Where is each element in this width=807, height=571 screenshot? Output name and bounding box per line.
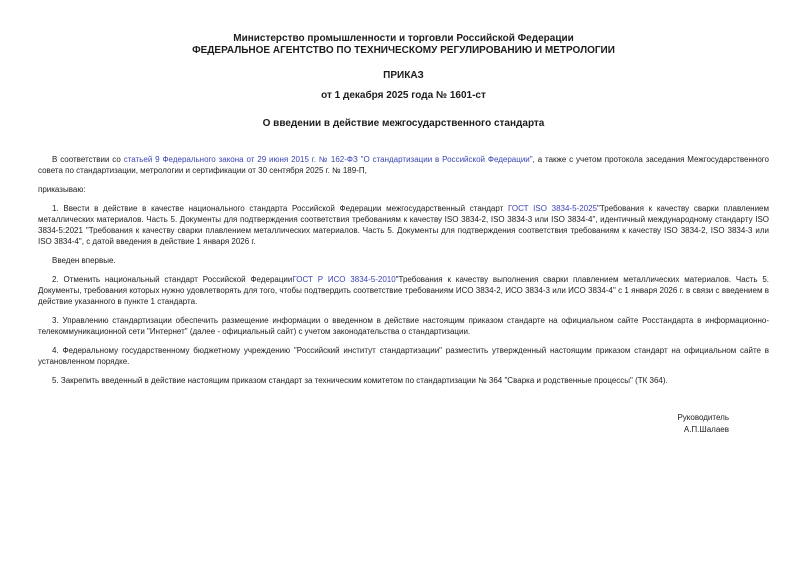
preamble-suffix: , а также с учетом протокола заседания Межгосударственного совета по стандартизации, метрологии и сертификации от 30 сентября 2025 г. № 189-П, [38,154,769,175]
item-1-paragraph [38,203,769,247]
document-date-number: от 1 декабря 2025 года № 1601-ст [321,89,486,101]
document-subject: О введении в действие межгосударственного стандарта [262,118,545,129]
agency-name: ФЕДЕРАЛЬНОЕ АГЕНТСТВО ПО ТЕХНИЧЕСКОМУ РЕГУЛИРОВАНИЮ И МЕТРОЛОГИИ [192,44,615,56]
signature-block [38,412,769,436]
gost-iso-3834-5-2025-link[interactable]: ГОСТ ISO 3834-5-2025 [507,203,598,213]
signature-position: Руководитель [677,412,729,422]
item-5-paragraph: 5. Закрепить введенный в действие настоящим приказом стандарт за техническим комитетом по стандартизации № 364 "Сварка и родственные процессы" (ТК 364). [52,375,668,385]
item-2-paragraph [38,274,769,307]
item-1-suffix: "Требования к качеству сварки плавлением металлических материалов. Часть 5. Документы для подтверждения соответствия требованиям к качеству ISO 3834-2, ISO 3834-3 или ISO 3834-4", идентичный международному стандарту ISO 3834-5:2021 "Требования к качеству сварки плавлением металлических материалов. Часть 5. Документы для подтверждения соответствия требованиям к качеству ISO 3834-2, ISO 3834-3 или ISO 3834-4", с датой введения в действие 1 января 2026 г. [38,203,769,246]
preamble-prefix: В соответствии со [52,154,124,164]
document-header [0,0,807,130]
item-4-paragraph: 4. Федеральному государственному бюджетному учреждению "Российский институт стандартизации" разместить утвержденный настоящим приказом стандарт на официальном сайте в установленном порядке. [38,345,769,366]
order-word: приказываю: [38,184,86,194]
federal-law-link[interactable]: статьей 9 Федерального закона от 29 июня 2015 г. № 162-ФЗ "О стандартизации в Российской Федерации" [123,154,533,164]
document-type: ПРИКАЗ [383,70,424,81]
preamble-paragraph [38,154,769,176]
ministry-name: Министерство промышленности и торговли Российской Федерации [233,33,574,44]
document-body [0,154,807,436]
gost-r-iso-3834-5-2010-link[interactable]: ГОСТ Р ИСО 3834-5-2010 [292,274,396,284]
introduced-note: Введен впервые. [52,255,116,265]
item-1-prefix: 1. Ввести в действие в качестве национального стандарта Российской Федерации межгосударственный стандарт [52,203,508,213]
signature-name: А.П.Шалаев [683,424,729,434]
item-2-suffix: "Требования к качеству выполнения сварки плавлением металлических материалов. Часть 5. Документы, требования которых нужно удовлетворять для того, чтобы подтвердить соответствие требованиям ИСО 3834-2, ИСО 3834-3 или ИСО 3834-4" с 1 января 2026 г. в связи с введением в действие указанного в пункте 1 стандарта. [38,274,770,306]
item-2-prefix: 2. Отменить национальный стандарт Российской Федерации [52,274,293,284]
item-3-paragraph: 3. Управлению стандартизации обеспечить размещение информации о введенном в действие настоящим приказом стандарте на официальном сайте Росстандарта в информационно-телекоммуникационной сети "Интернет" (далее - официальный сайт) с учетом законодательства о стандартизации. [38,315,769,336]
